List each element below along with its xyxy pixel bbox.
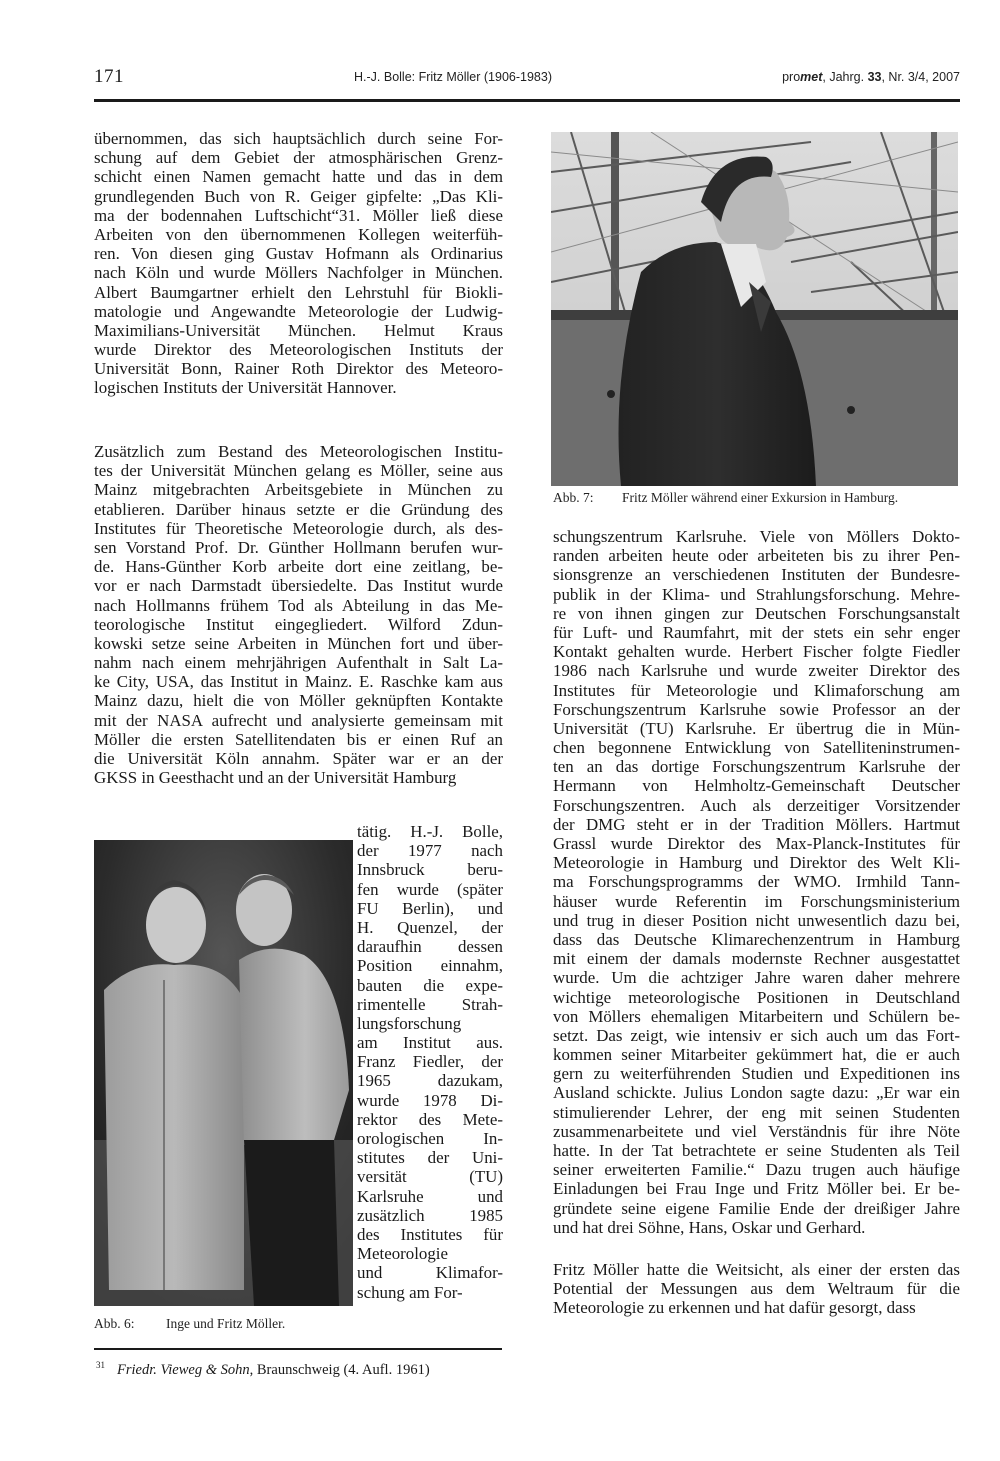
text-line: Universität (TU) Karlsruhe. Er übertrug die in Mün- — [553, 718, 960, 738]
header-rule — [94, 99, 960, 102]
text-line: fen wurde (später — [357, 879, 503, 899]
text-line: und Klimafor- — [357, 1263, 503, 1283]
text-line: übernommen, das sich hauptsächlich durch seine For- — [94, 129, 503, 148]
journal-name-bold: met — [800, 70, 823, 84]
text-line: am Institut aus. — [357, 1033, 503, 1053]
right-paragraph-1 — [553, 527, 960, 1237]
page-number: 171 — [94, 66, 124, 87]
text-line: wichtige meteorologische Positionen in Deutschland — [553, 987, 960, 1007]
text-line: vor er nach Darmstadt übersiedelte. Das Institut wurde — [94, 576, 503, 596]
text-line: schung am For- — [357, 1282, 463, 1302]
text-line: Karlsruhe und — [357, 1186, 503, 1206]
text-line: logischen Instituts der Universität Hannover. — [94, 378, 397, 398]
text-line: Möller die ersten Satellitendaten bis er einen Ruf an — [94, 729, 503, 749]
text-line: etablieren. Darüber hinaus setzte er die Gründung des — [94, 499, 503, 519]
text-line: kowski setze seine Arbeiten in München fort und über- — [94, 633, 503, 653]
text-line: ke City, USA, das Institut in Mainz. E. Raschke kam aus — [94, 672, 503, 692]
text-line: Grassl wurde Direktor des Max-Planck-Institutes für — [553, 834, 960, 853]
text-line: und trug in dieser Position nicht unwesentlich dazu bei, — [553, 910, 960, 930]
text-line: Franz Fiedler, der — [357, 1052, 503, 1072]
left-paragraph-2 — [94, 442, 503, 787]
text-line: Albert Baumgartner erhielt den Lehrstuhl für Biokli- — [94, 282, 503, 302]
photo-inge-and-fritz-moeller — [94, 840, 353, 1306]
text-line: häuser wurde Referentin im Forschungsministerium — [553, 891, 960, 911]
text-line: GKSS in Geesthacht und an der Universität Hamburg — [94, 768, 457, 788]
issue-info: , Nr. 3/4, 2007 — [881, 70, 960, 84]
text-line: mit der NASA aufrecht und analysierte gemeinsam mit — [94, 710, 503, 730]
text-line: ten an das dortige Forschungszentrum Karlsruhe der — [553, 757, 960, 777]
text-line: Kontakt gehalten wurde. Herbert Fischer folgte Fiedler — [553, 642, 960, 662]
text-line: Institutes für Theoretische Meteorologie durch, als des- — [94, 518, 503, 538]
photo-fritz-moeller-hamburg — [551, 132, 958, 486]
text-line: schung auf dem Gebiet der atmosphärischen Grenz- — [94, 148, 503, 168]
text-line: setzt. Das zeigt, wie intensiv er sich auch um das Fort- — [553, 1025, 960, 1045]
text-line: grundlegenden Buch von R. Geiger gipfelte: „Das Kli- — [94, 186, 503, 206]
text-line: Hermann von Helmholtz-Gemeinschaft Deutscher — [553, 776, 960, 796]
text-line: kommen seiner Mitarbeiter gekümmert hat, die er auch — [553, 1045, 960, 1065]
footnote-rule — [94, 1348, 502, 1350]
figure-6-caption — [94, 1316, 285, 1332]
text-line: und hat drei Söhne, Hans, Oskar und Gerhard. — [553, 1217, 866, 1237]
text-line: der DMG steht er in der Tradition Möllers. Hartmut — [553, 814, 960, 834]
text-line: de. Hans-Günther Korb arbeite dort eine zeitlang, be- — [94, 557, 503, 577]
text-line: Meteorologie — [357, 1244, 448, 1264]
text-line: gern zu weiterführenden Studien und Expeditionen ins — [553, 1064, 960, 1084]
volume-number: 33 — [867, 70, 882, 84]
text-line: nahm nach einem mehrjährigen Aufenthalt in Salt La- — [94, 653, 503, 673]
text-line: dass das Deutsche Klimarechenzentrum in Hamburg — [553, 929, 960, 949]
text-line: seiner erweiterten Familie.“ Dazu trugen auch häufige — [553, 1160, 960, 1180]
text-line: Maximilians-Universität München. Helmut Kraus — [94, 320, 503, 340]
running-title: H.-J. Bolle: Fritz Möller (1906-1983) — [354, 70, 552, 84]
text-line: tes der Universität München gelang es Möller, seine aus — [94, 461, 503, 481]
text-line: nach Köln und wurde Möllers Nachfolger in München. — [94, 263, 503, 283]
text-line: lungsforschung — [357, 1013, 462, 1033]
footnote-number: 31 — [96, 1360, 105, 1370]
text-line: Meteorologie zu erkennen und hat dafür gesorgt, dass — [553, 1298, 916, 1318]
journal-mid: , Jahrg. — [822, 70, 868, 84]
text-line: schicht einen Namen gemacht hatte und das in dem — [94, 167, 503, 187]
text-line: randen arbeiten heute oder arbeiteten bis zu ihrer Pen- — [553, 546, 960, 566]
text-line: daraufhin dessen — [357, 937, 503, 957]
footnote-publisher: Friedr. Vieweg & Sohn — [117, 1362, 250, 1378]
text-line: rektor des Mete- — [357, 1109, 503, 1129]
left-paragraph-1 — [94, 129, 503, 398]
text-line: orologischen In- — [357, 1129, 503, 1148]
text-line: Mainz dazu, hielt die von Möller geknüpften Kontakte — [94, 691, 503, 711]
text-line: wurde 1978 Di- — [357, 1090, 503, 1110]
text-line: mit einem der damals modernste Rechner ausgestattet — [553, 949, 960, 969]
text-line: wurde. Um die achtziger Jahre waren daher mehrere — [553, 968, 960, 988]
text-line: Position einnahm, — [357, 956, 503, 976]
text-line: 1986 nach Karlsruhe und wurde zweiter Direktor des — [553, 661, 960, 681]
text-line: sionsgrenze an verschiedenen Instituten der Bundesre- — [553, 565, 960, 585]
text-line: Forschungszentren. Auch als derzeitiger Vorsitzender — [553, 795, 960, 815]
figure-7-caption — [553, 490, 898, 506]
text-line: 1965 dazukam, — [357, 1071, 503, 1091]
text-line: matologie und Angewandte Meteorologie der Ludwig- — [94, 301, 503, 321]
text-line: teorologische Institut eingegliedert. Wilford Zdun- — [94, 614, 503, 634]
journal-prefix: pro — [782, 70, 801, 84]
text-line: tätig. H.-J. Bolle, — [357, 822, 503, 841]
photo7-illustration — [551, 132, 958, 486]
text-line: stimulierender Lehrer, der eng mit seinen Studenten — [553, 1102, 960, 1122]
text-line: Universität Bonn, Rainer Roth Direktor des Meteoro- — [94, 359, 503, 379]
text-line: ma der bodennahen Luftschicht“31. Möller ließ diese — [94, 205, 503, 225]
text-line: versität (TU) — [357, 1167, 503, 1187]
photo6-illustration — [94, 840, 353, 1306]
text-line: ma Forschungsprogramms der WMO. Irmhild Tann- — [553, 872, 960, 892]
text-line: rimentelle Strah- — [357, 994, 503, 1014]
text-line: nach Hollmanns frühem Tod als Abteilung in das Me- — [94, 595, 503, 615]
text-line: chen begonnene Entwicklung von Satelliteninstrumen- — [553, 738, 960, 758]
text-line: bauten die expe- — [357, 975, 503, 995]
text-line: stitutes der Uni- — [357, 1148, 503, 1168]
text-line: von Möllers ehemaligen Mitarbeitern und Schülern be- — [553, 1006, 960, 1026]
text-line: re von ihnen gingen zur Deutschen Forschungsanstalt — [553, 603, 960, 623]
text-line: die Universität Köln annahm. Später war er an der — [94, 749, 503, 768]
footnote-31 — [96, 1360, 430, 1379]
text-line: Einladungen bei Frau Inge und Fritz Möller bei. Er be- — [553, 1179, 960, 1199]
text-line: Ausland schickte. Julius London sagte dazu: „Er war ein — [553, 1083, 960, 1103]
text-line: schungszentrum Karlsruhe. Viele von Möllers Dokto- — [553, 527, 960, 546]
text-line: H. Quenzel, der — [357, 917, 503, 937]
text-line: sen Vorstand Prof. Dr. Günther Hollmann berufen wur- — [94, 537, 503, 557]
text-line: Zusätzlich zum Bestand des Meteorologischen Institu- — [94, 442, 503, 461]
figure-6-label: Abb. 6: — [94, 1316, 135, 1331]
journal-citation — [782, 70, 960, 84]
text-line: Institutes für Meteorologie und Klimaforschung am — [553, 680, 960, 700]
text-line: publik in der Klima- und Strahlungsforschung. Mehre- — [553, 584, 960, 604]
text-line: Meteorologie in Hamburg und Direktor des Welt Kli- — [553, 853, 960, 873]
text-line: der 1977 nach — [357, 841, 503, 861]
figure-6-text: Inge und Fritz Möller. — [166, 1316, 286, 1331]
text-line: zusätzlich 1985 — [357, 1205, 503, 1225]
text-line: Innsbruck beru- — [357, 860, 503, 880]
text-line: Potential der Messungen aus dem Weltraum für die — [553, 1279, 960, 1299]
text-line: wurde Direktor des Meteorologischen Instituts der — [94, 340, 503, 360]
text-line: hatte. In der Tat betrachtete er seine Studenten als Teil — [553, 1141, 960, 1160]
text-line: Fritz Möller hatte die Weitsicht, als einer der ersten das — [553, 1260, 960, 1279]
right-paragraph-2 — [553, 1260, 960, 1318]
footnote-details: , Braunschweig (4. Aufl. 1961) — [249, 1362, 430, 1378]
text-line: gründete seine eigene Familie Ende der dreißiger Jahre — [553, 1198, 960, 1218]
text-line: zusammenarbeitete und viel Verständnis für ihre Nöte — [553, 1121, 960, 1141]
narrow-paragraph — [357, 822, 503, 1302]
text-line: des Institutes für — [357, 1224, 503, 1244]
text-line: Forschungszentrum Karlsruhe sowie Professor an der — [553, 699, 960, 719]
figure-7-label: Abb. 7: — [553, 490, 594, 505]
figure-7-text: Fritz Möller während einer Exkursion in Hamburg. — [622, 490, 899, 505]
text-line: Arbeiten von den übernommenen Kollegen weiterfüh- — [94, 224, 503, 244]
text-line: Mainz mitgebrachten Arbeitsgebiete in München zu — [94, 480, 503, 500]
text-line: FU Berlin), und — [357, 898, 503, 918]
text-line: ren. Von diesen ging Gustav Hofmann als Ordinarius — [94, 244, 503, 264]
text-line: für Luft- und Raumfahrt, mit der stets ein sehr enger — [553, 622, 960, 642]
